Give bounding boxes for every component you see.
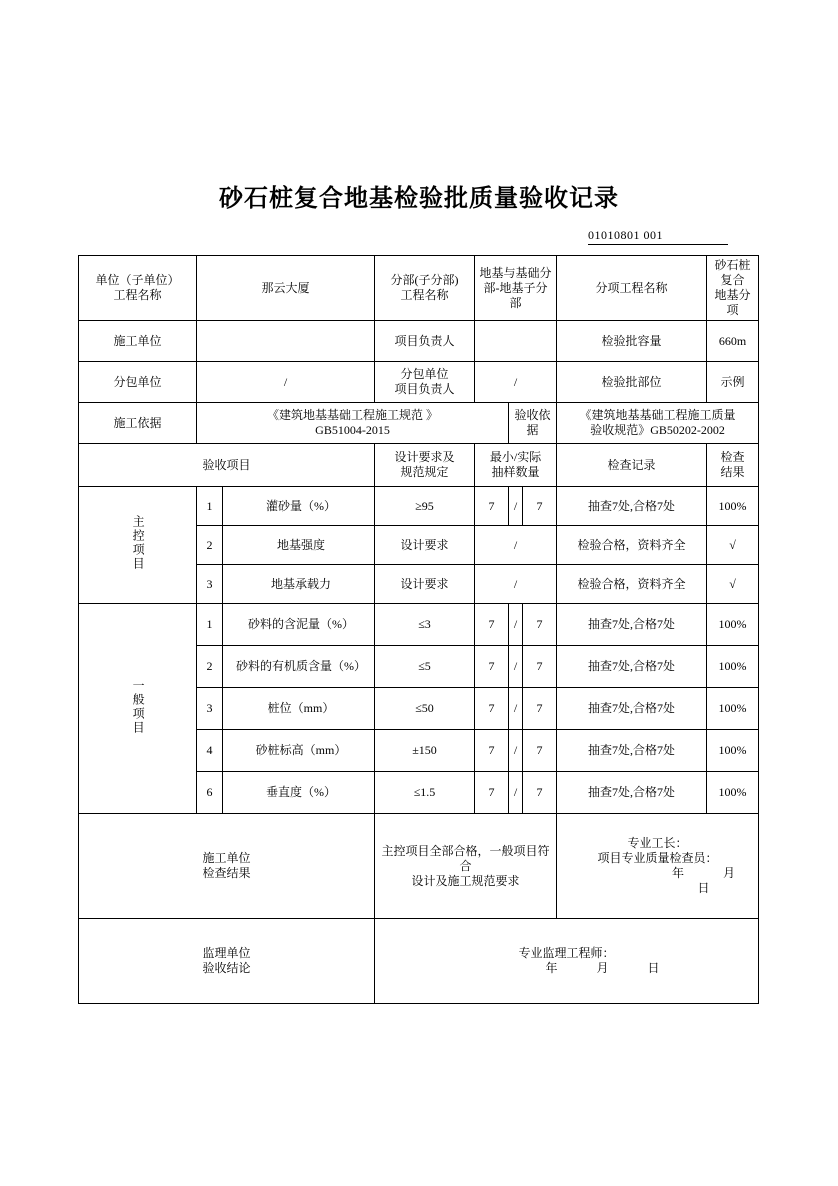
table-header-row xyxy=(79,444,759,487)
row-item: 砂料的含泥量（%） xyxy=(223,604,375,646)
acceptance-basis-value-line2: 验收规范》GB50202-2002 xyxy=(590,423,725,437)
row-sample-sep: / xyxy=(509,688,523,730)
row-item: 灌砂量（%） xyxy=(223,487,375,526)
col-header-record: 检查记录 xyxy=(557,444,707,487)
row-requirement: ≤3 xyxy=(375,604,475,646)
unit-project-label xyxy=(79,256,197,321)
acceptance-basis-value[interactable] xyxy=(557,403,759,444)
construction-date-label[interactable]: 年 月 日 xyxy=(672,866,754,895)
row-sample[interactable]: / xyxy=(475,565,557,604)
construction-result-value-line1: 主控项目全部合格，一般项目符合 xyxy=(381,843,550,873)
col-header-result xyxy=(707,444,759,487)
row-sample-actual[interactable]: 7 xyxy=(523,772,557,814)
unit-project-value[interactable]: 那云大厦 xyxy=(197,256,375,321)
row-record[interactable]: 检验合格，资料齐全 xyxy=(557,565,707,604)
supervision-label-line1: 监理单位 xyxy=(202,946,251,960)
row-requirement: 设计要求 xyxy=(375,526,475,565)
row-sample-min: 7 xyxy=(475,772,509,814)
basis-value-line1: 《建筑地基基础工程施工规范 》 xyxy=(267,408,439,422)
sub-leader-label-line2: 项目负责人 xyxy=(394,382,455,396)
construction-result-value[interactable] xyxy=(375,814,557,919)
row-record[interactable]: 检验合格，资料齐全 xyxy=(557,526,707,565)
row-record[interactable]: 抽查7处,合格7处 xyxy=(557,730,707,772)
row-result[interactable]: 100% xyxy=(707,487,759,526)
division-label xyxy=(375,256,475,321)
row-sample-sep: / xyxy=(509,646,523,688)
unit-project-label-line2: 工程名称 xyxy=(113,288,162,302)
batch-part-value[interactable]: 示例 xyxy=(707,362,759,403)
inspection-form-table xyxy=(78,255,759,1004)
acceptance-basis-label: 验收依据 xyxy=(509,403,557,444)
sub-leader-value[interactable]: / xyxy=(475,362,557,403)
row-sample-actual[interactable]: 7 xyxy=(523,604,557,646)
table-row xyxy=(79,362,759,403)
row-no: 1 xyxy=(197,487,223,526)
row-sample-sep: / xyxy=(509,487,523,526)
row-sample-min: 7 xyxy=(475,730,509,772)
sub-item-label: 分项工程名称 xyxy=(557,256,707,321)
basis-value[interactable] xyxy=(197,403,509,444)
row-sample[interactable]: / xyxy=(475,526,557,565)
row-no: 3 xyxy=(197,565,223,604)
col-header-result-line1: 检查 xyxy=(720,450,745,464)
row-record[interactable]: 抽查7处,合格7处 xyxy=(557,772,707,814)
table-row xyxy=(79,256,759,321)
supervision-label-line2: 验收结论 xyxy=(202,961,251,975)
col-header-requirement xyxy=(375,444,475,487)
construction-result-value-line2: 设计及施工规范要求 xyxy=(411,873,520,888)
col-header-requirement-line1: 设计要求及 xyxy=(394,450,455,464)
row-no: 6 xyxy=(197,772,223,814)
sub-item-value-line2: 地基分项 xyxy=(714,288,751,317)
sub-leader-label xyxy=(375,362,475,403)
row-requirement: ≤50 xyxy=(375,688,475,730)
row-result[interactable]: 100% xyxy=(707,730,759,772)
row-sample-min: 7 xyxy=(475,646,509,688)
table-row xyxy=(79,321,759,362)
sub-leader-label-line1: 分包单位 xyxy=(400,367,449,381)
supervision-date-label[interactable]: 年 月 日 xyxy=(545,961,678,975)
division-label-line2: 工程名称 xyxy=(400,288,449,302)
row-item: 桩位（mm） xyxy=(223,688,375,730)
sub-item-value[interactable] xyxy=(707,256,759,321)
row-no: 1 xyxy=(197,604,223,646)
group-label-general-items-text: 一般项目 xyxy=(131,678,146,735)
row-item: 地基承载力 xyxy=(223,565,375,604)
row-sample-actual[interactable]: 7 xyxy=(523,730,557,772)
table-row xyxy=(79,403,759,444)
row-sample-min: 7 xyxy=(475,487,509,526)
row-sample-actual[interactable]: 7 xyxy=(523,688,557,730)
inspector-label: 项目专业质量检查员： xyxy=(597,851,718,865)
basis-value-line2: GB51004-2015 xyxy=(315,423,390,437)
construction-result-label-line2: 检查结果 xyxy=(202,866,251,880)
row-sample-actual[interactable]: 7 xyxy=(523,646,557,688)
row-requirement: 设计要求 xyxy=(375,565,475,604)
construction-result-label xyxy=(79,814,375,919)
row-result[interactable]: √ xyxy=(707,565,759,604)
row-result[interactable]: 100% xyxy=(707,688,759,730)
project-leader-value[interactable] xyxy=(475,321,557,362)
row-sample-min: 7 xyxy=(475,688,509,730)
construction-unit-label: 施工单位 xyxy=(79,321,197,362)
group-label-key-items xyxy=(79,487,197,604)
subcontractor-value[interactable]: / xyxy=(197,362,375,403)
supervision-label xyxy=(79,919,375,1004)
form-code: 01010801 001 xyxy=(588,228,728,245)
row-no: 4 xyxy=(197,730,223,772)
row-record[interactable]: 抽查7处,合格7处 xyxy=(557,646,707,688)
row-sample-actual[interactable]: 7 xyxy=(523,487,557,526)
row-requirement: ±150 xyxy=(375,730,475,772)
row-requirement: ≤5 xyxy=(375,646,475,688)
acceptance-basis-value-line1: 《建筑地基基础工程施工质量 xyxy=(579,408,736,422)
row-item: 砂桩标高（mm） xyxy=(223,730,375,772)
row-sample-min: 7 xyxy=(475,604,509,646)
project-leader-label: 项目负责人 xyxy=(375,321,475,362)
row-result[interactable]: √ xyxy=(707,526,759,565)
subcontractor-label: 分包单位 xyxy=(79,362,197,403)
division-value-line2: 部-地基子分部 xyxy=(483,280,548,310)
construction-unit-value[interactable] xyxy=(197,321,375,362)
sub-item-value-line1: 砂石桩复合 xyxy=(714,258,751,287)
col-header-requirement-line2: 规范规定 xyxy=(400,465,449,479)
table-row xyxy=(79,919,759,1004)
batch-capacity-value[interactable]: 660m xyxy=(707,321,759,362)
unit-project-label-line1: 单位（子单位） xyxy=(95,273,180,287)
batch-capacity-label: 检验批容量 xyxy=(557,321,707,362)
col-header-sampling xyxy=(475,444,557,487)
row-requirement: ≤1.5 xyxy=(375,772,475,814)
row-result[interactable]: 100% xyxy=(707,604,759,646)
col-header-sampling-line2: 抽样数量 xyxy=(491,465,540,479)
page-title: 砂石桩复合地基检验批质量验收记录 xyxy=(219,183,619,212)
row-result[interactable]: 100% xyxy=(707,646,759,688)
row-no: 2 xyxy=(197,646,223,688)
row-item: 地基强度 xyxy=(223,526,375,565)
table-row xyxy=(79,487,759,526)
row-requirement: ≥95 xyxy=(375,487,475,526)
table-row xyxy=(79,814,759,919)
construction-signature-block xyxy=(557,814,759,919)
supervision-signature-block xyxy=(375,919,759,1004)
row-item: 垂直度（%） xyxy=(223,772,375,814)
basis-label: 施工依据 xyxy=(79,403,197,444)
row-record[interactable]: 抽查7处,合格7处 xyxy=(557,604,707,646)
row-result[interactable]: 100% xyxy=(707,772,759,814)
group-label-general-items xyxy=(79,604,197,814)
row-item: 砂料的有机质含量（%） xyxy=(223,646,375,688)
division-value[interactable] xyxy=(475,256,557,321)
col-header-sampling-line1: 最小/实际 xyxy=(489,450,542,464)
row-record[interactable]: 抽查7处,合格7处 xyxy=(557,487,707,526)
col-header-result-line2: 结果 xyxy=(720,465,745,479)
row-sample-sep: / xyxy=(509,604,523,646)
batch-part-label: 检验批部位 xyxy=(557,362,707,403)
row-no: 2 xyxy=(197,526,223,565)
division-value-line1: 地基与基础分 xyxy=(479,265,552,280)
foreman-label: 专业工长： xyxy=(627,836,688,850)
row-no: 3 xyxy=(197,688,223,730)
row-record[interactable]: 抽查7处,合格7处 xyxy=(557,688,707,730)
division-label-line1: 分部(子分部) xyxy=(390,273,459,287)
table-row xyxy=(79,604,759,646)
row-sample-sep: / xyxy=(509,730,523,772)
construction-result-label-line1: 施工单位 xyxy=(202,851,251,865)
group-label-key-items-text: 主控项目 xyxy=(131,515,146,571)
supervision-engineer-label: 专业监理工程师： xyxy=(518,946,615,960)
row-sample-sep: / xyxy=(509,772,523,814)
col-header-item: 验收项目 xyxy=(79,444,375,487)
